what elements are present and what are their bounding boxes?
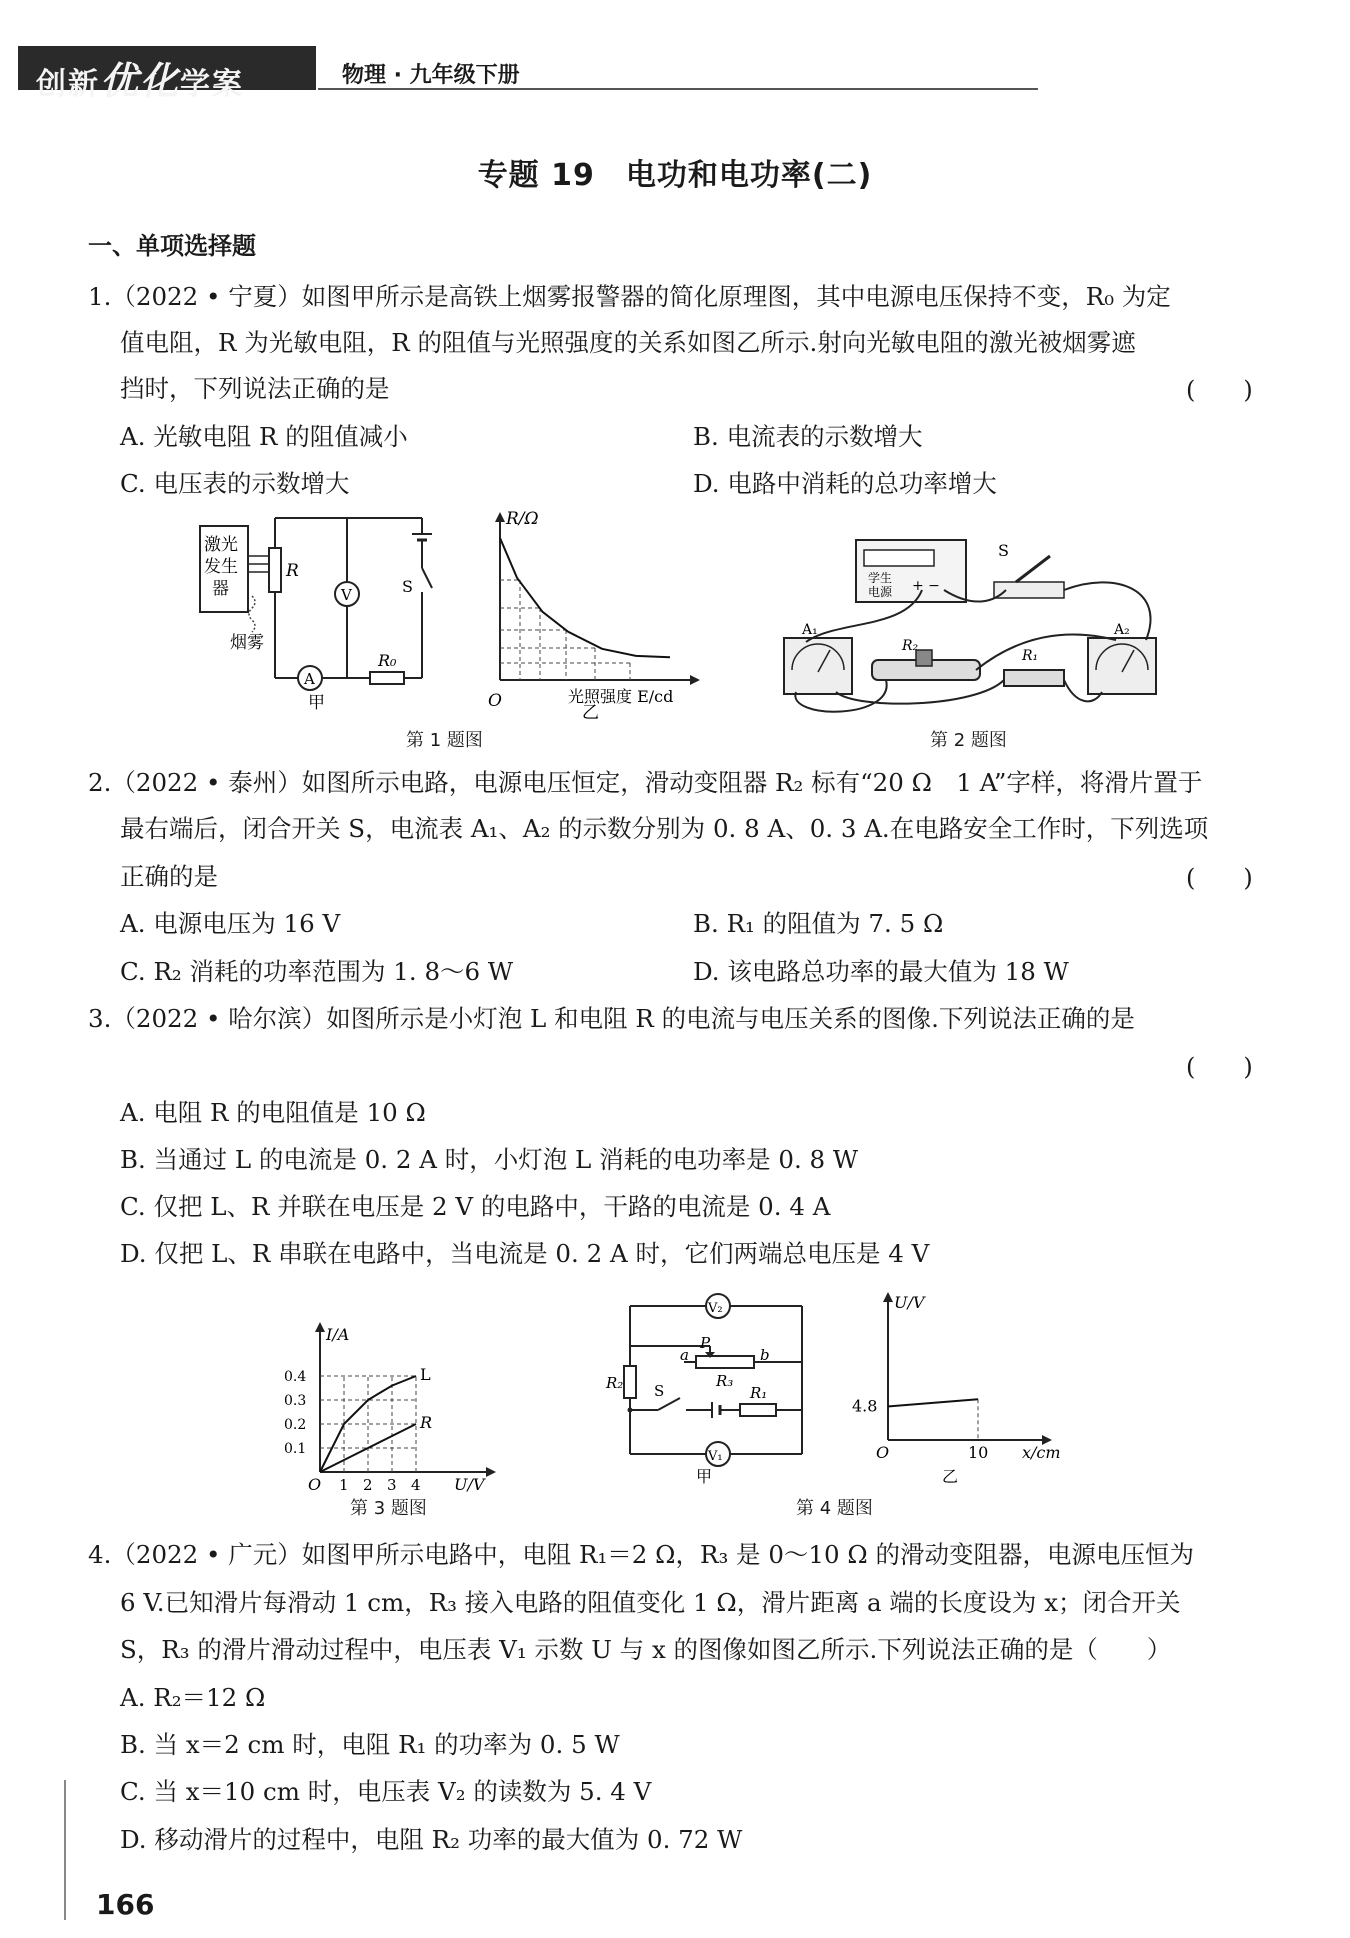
graph3-xlabel: U/V [454,1475,485,1492]
fig4-b-label: b [760,1346,770,1364]
knife-switch [994,582,1064,598]
fig4-v1-label: V₁ [708,1449,723,1464]
fig4-v2-label: V₂ [708,1301,723,1316]
q2-option-d: D. 该电路总功率的最大值为 18 W [693,957,1069,986]
q4-line-2: 6 V.已知滑片每滑动 1 cm，R₃ 接入电路的阻值变化 1 Ω，滑片距离 a 端的长度设为 x；闭合开关 [120,1588,1181,1617]
page-number: 166 [96,1888,155,1921]
q1-option-d: D. 电路中消耗的总功率增大 [693,469,997,498]
r0-label: R₀ [378,651,397,670]
circuit-jia-label: 甲 [308,693,325,713]
q1-line-2: 值电阻，R 为光敏电阻，R 的阻值与光照强度的关系如图乙所示.射向光敏电阻的激光被烟雾遮 [120,328,1136,357]
q2-line-2: 最右端后，闭合开关 S，电流表 A₁、A₂ 的示数分别为 0. 8 A、0. 3 A.在电路安全工作时，下列选项 [120,814,1209,843]
laser-label-3: 器 [212,579,229,599]
brand-logo: 创新优化学案 [36,59,245,103]
power-supply-label-1: 学生 [868,571,893,585]
q1-answer-paren: ( ) [1186,376,1253,404]
figure-4-caption: 第 4 题图 [796,1498,873,1519]
r1-label: R₁ [1022,648,1039,664]
ammeter-label: A [304,670,315,688]
fig4-a-label: a [680,1346,689,1364]
figure-4-chart [852,1290,1072,1486]
header-rule [318,88,1038,90]
graph1-curve [500,538,670,657]
figure-1-caption: 第 1 题图 [406,730,483,751]
q3-answer-paren: ( ) [1186,1053,1253,1081]
figure-2 [776,530,1176,720]
series-r-label: R [420,1413,433,1432]
q4-option-a: A. R₂＝12 Ω [120,1683,266,1712]
figure-1 [190,508,710,720]
graph4-yi-label: 乙 [942,1467,959,1486]
q4-line-1: 4.（2022 • 广元）如图甲所示电路中，电阻 R₁＝2 Ω，R₃ 是 0～10 Ω 的滑动变阻器，电源电压恒为 [88,1540,1194,1569]
graph3-ytick: 0.3 [284,1393,307,1409]
ammeter-a1 [784,638,852,694]
voltmeter-label: V [341,586,352,604]
q3-line-1: 3.（2022 • 哈尔滨）如图所示是小灯泡 L 和电阻 R 的电流与电压关系的图像.下列说法正确的是 [88,1004,1135,1033]
figure-4-circuit [600,1286,820,1486]
switch-s-label: S [998,541,1009,560]
q3-option-c: C. 仅把 L、R 并联在电压是 2 V 的电路中，干路的电流是 0. 4 A [120,1192,831,1221]
q1-option-a: A. 光敏电阻 R 的阻值减小 [120,422,408,451]
fig4-r1-label: R₁ [750,1384,768,1402]
graph4-x-value: 10 [968,1443,989,1462]
graph3-ylabel: I/A [326,1325,350,1344]
power-supply-label-2: 电源 [868,585,893,599]
a2-label: A₂ [1114,622,1130,638]
q2-option-c: C. R₂ 消耗的功率范围为 1. 8～6 W [120,957,514,986]
r0-resistor [370,672,404,684]
graph1-xlabel: 光照强度 E/cd [568,687,674,706]
a1-label: A₁ [802,622,818,638]
q4-line-3: S，R₃ 的滑片滑动过程中，电压表 V₁ 示数 U 与 x 的图像如图乙所示.下列说法正确的是（ ） [120,1635,1172,1664]
graph4-origin: O [876,1443,890,1462]
section-heading: 一、单项选择题 [88,232,256,260]
book-title: 物理 · 九年级下册 [342,63,520,88]
q3-option-b: B. 当通过 L 的电流是 0. 2 A 时，小灯泡 L 消耗的电功率是 0. 8 W [120,1145,859,1174]
q1-line-3: 挡时，下列说法正确的是 [120,374,390,403]
graph1-yi-label: 乙 [582,703,599,720]
graph3-ytick: 0.1 [284,1441,307,1457]
q1-line-1: 1.（2022 • 宁夏）如图甲所示是高铁上烟雾报警器的简化原理图，其中电源电压保持不变，R₀ 为定 [88,282,1171,311]
q3-option-d: D. 仅把 L、R 串联在电路中，当电流是 0. 2 A 时，它们两端总电压是 4 V [120,1239,930,1268]
graph3-xtick: 3 [387,1476,397,1492]
ammeter-a2 [1088,638,1156,694]
laser-label-1: 激光 [204,535,238,555]
figure-2-caption: 第 2 题图 [930,730,1007,751]
fig4-jia-label: 甲 [696,1467,713,1486]
resistor-r1 [1004,670,1064,686]
figure-3-caption: 第 3 题图 [350,1498,427,1519]
q1-option-c: C. 电压表的示数增大 [120,469,350,498]
switch-label: S [402,577,413,596]
graph4-ylabel: U/V [894,1293,925,1312]
photoresistor [269,548,281,592]
graph1-origin: O [488,691,502,711]
series-l-label: L [420,1365,431,1384]
smoke-label: 烟雾 [230,633,264,653]
q4-option-d: D. 移动滑片的过程中，电阻 R₂ 功率的最大值为 0. 72 W [120,1825,743,1854]
graph4-line [888,1399,978,1406]
photoresistor-label: R [286,561,299,581]
rheostat-r3 [696,1356,754,1368]
q2-option-b: B. R₁ 的阻值为 7. 5 Ω [693,909,944,938]
q3-option-a: A. 电阻 R 的电阻值是 10 Ω [120,1098,426,1127]
graph3-ytick: 0.2 [284,1417,307,1433]
q2-line-1: 2.（2022 • 泰州）如图所示电路，电源电压恒定，滑动变阻器 R₂ 标有“20 Ω 1 A”字样，将滑片置于 [88,768,1203,797]
fig4-s-label: S [654,1382,665,1400]
fig4-r3-label: R₃ [716,1372,734,1390]
graph3-xtick: 4 [411,1476,421,1492]
figure-3-chart [276,1322,506,1492]
graph3-xtick: 2 [363,1476,373,1492]
graph1-ylabel: R/Ω [506,509,539,529]
q2-line-3: 正确的是 [120,862,218,891]
laser-label-2: 发生 [204,557,238,577]
graph3-origin: O [308,1475,322,1492]
power-supply-terminals: + − [912,578,940,594]
q1-option-b: B. 电流表的示数增大 [693,422,923,451]
margin-line [64,1780,66,1920]
r1-resistor [740,1404,776,1416]
q2-answer-paren: ( ) [1186,864,1253,892]
graph4-y-value: 4.8 [852,1396,878,1416]
fig4-p-label: P [700,1334,711,1352]
graph3-ytick: 0.4 [284,1369,307,1385]
r2-resistor [624,1366,636,1398]
q4-option-c: C. 当 x＝10 cm 时，电压表 V₂ 的读数为 5. 4 V [120,1777,652,1806]
graph3-xtick: 1 [339,1476,349,1492]
fig4-r2-label: R₂ [606,1374,624,1392]
q2-option-a: A. 电源电压为 16 V [120,909,341,938]
q4-option-b: B. 当 x＝2 cm 时，电阻 R₁ 的功率为 0. 5 W [120,1730,620,1759]
page-title: 专题 19 电功和电功率(二) [477,158,873,193]
r2-label: R₂ [902,638,919,654]
graph4-xlabel: x/cm [1022,1443,1061,1462]
